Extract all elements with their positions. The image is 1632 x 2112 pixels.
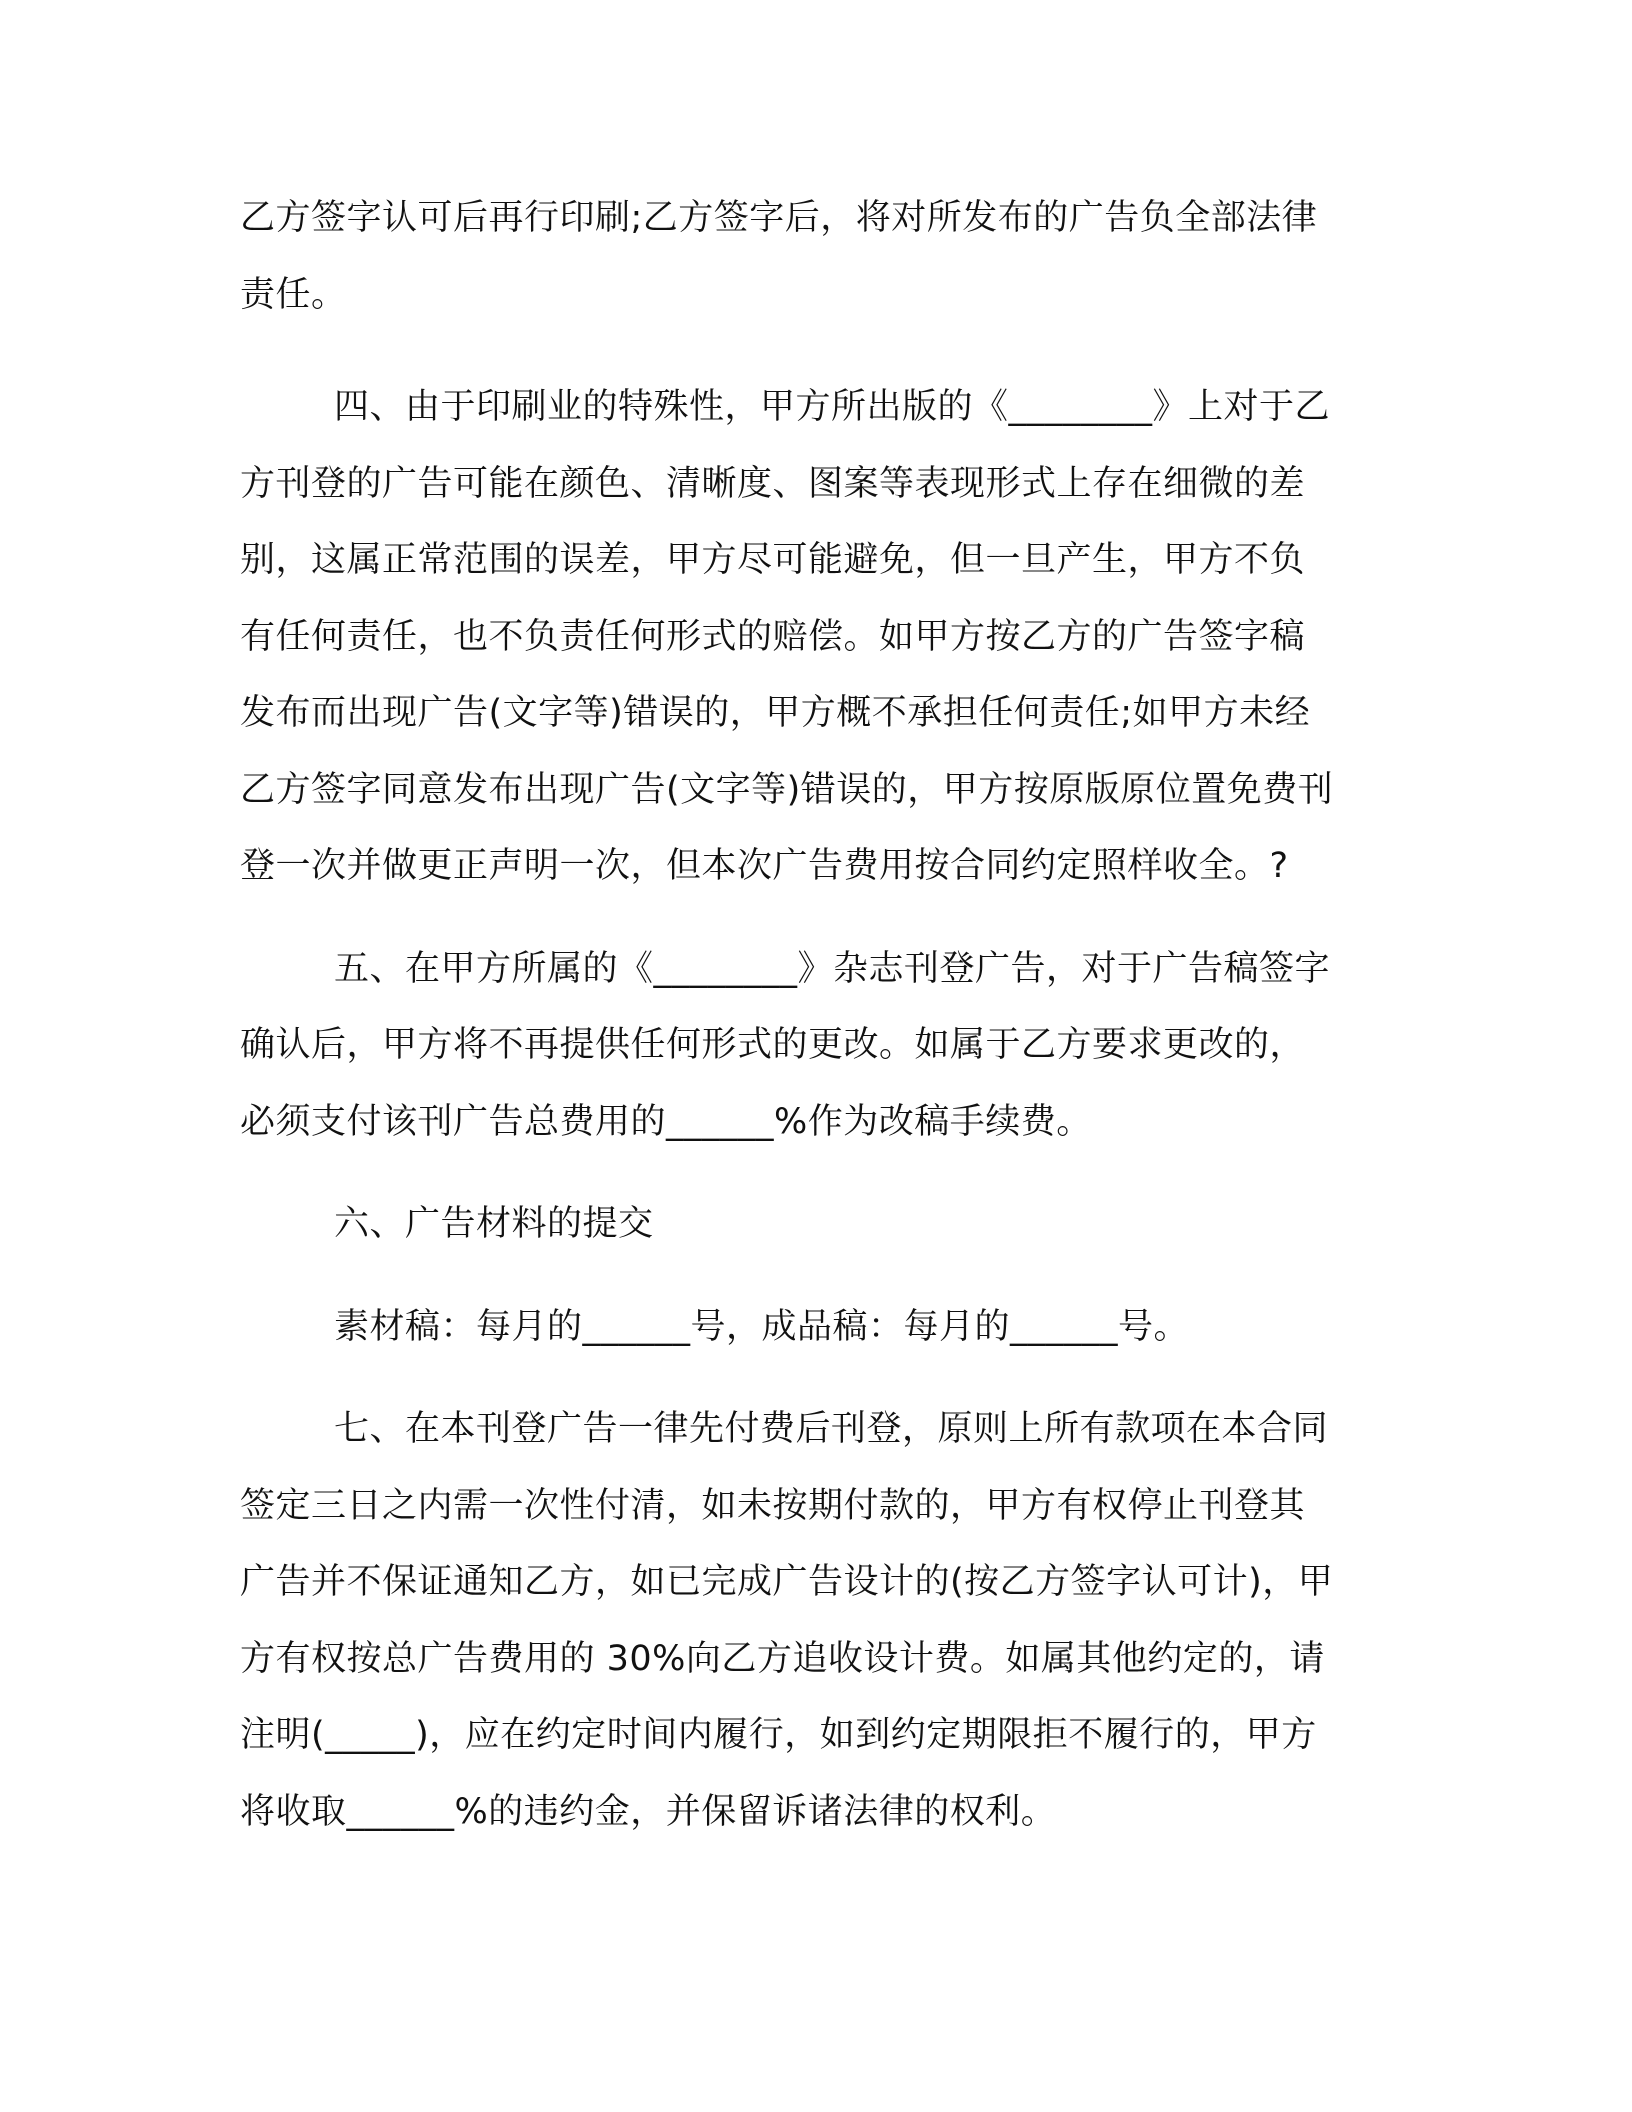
text-line: 七、在本刊登广告一律先付费后刊登，原则上所有款项在本合同 (334, 1409, 1329, 1449)
text-line: 确认后，甲方将不再提供任何形式的更改。如属于乙方要求更改的， (240, 1025, 1306, 1065)
text-line: 方有权按总广告费用的 30%向乙方追收设计费。如属其他约定的，请 (240, 1638, 1325, 1679)
text-line: 广告并不保证通知乙方，如已完成广告设计的(按乙方签字认可计)，甲 (240, 1562, 1334, 1602)
text-line: 五、在甲方所属的《________》杂志刊登广告，对于广告稿签字 (334, 948, 1331, 989)
document-page (240, 180, 1400, 1850)
text-line: 登一次并做更正声明一次，但本次广告费用按合同约定照样收全。? (240, 846, 1289, 886)
text-line: 有任何责任，也不负责任何形式的赔偿。如甲方按乙方的广告签字稿 (240, 616, 1306, 657)
text-line: 注明(_____)，应在约定时间内履行，如到约定期限拒不履行的，甲方 (240, 1715, 1317, 1755)
text-line: 必须支付该刊广告总费用的______%作为改稿手续费。 (240, 1101, 1092, 1142)
text-line: 签定三日之内需一次性付清，如未按期付款的，甲方有权停止刊登其 (240, 1485, 1306, 1526)
text-line: 方刊登的广告可能在颜色、清晰度、图案等表现形式上存在细微的差 (240, 463, 1306, 504)
text-line: 责任。 (240, 274, 347, 315)
text-line: 素材稿：每月的______号，成品稿：每月的______号。 (334, 1306, 1190, 1347)
paragraph-clause-5 (240, 931, 1400, 1161)
text-line: 发布而出现广告(文字等)错误的，甲方概不承担任何责任;如甲方未经 (240, 693, 1311, 733)
text-line: 六、广告材料的提交 (334, 1204, 654, 1244)
text-line: 别，这属正常范围的误差，甲方尽可能避免，但一旦产生，甲方不负 (240, 540, 1306, 580)
paragraph-clause-6-body (240, 1289, 1400, 1366)
paragraph-clause-7 (240, 1391, 1400, 1850)
text-line: 乙方签字同意发布出现广告(文字等)错误的，甲方按原版原位置免费刊 (240, 769, 1334, 810)
text-line: 乙方签字认可后再行印刷;乙方签字后，将对所发布的广告负全部法律 (240, 198, 1318, 238)
text-line: 四、由于印刷业的特殊性，甲方所出版的《________》上对于乙 (334, 387, 1331, 427)
paragraph-clause-6-heading (240, 1186, 1400, 1263)
text-line: 将收取______%的违约金，并保留诉诸法律的权利。 (240, 1791, 1057, 1832)
paragraph-clause-4 (240, 369, 1400, 905)
paragraph-continuation (240, 180, 1400, 333)
